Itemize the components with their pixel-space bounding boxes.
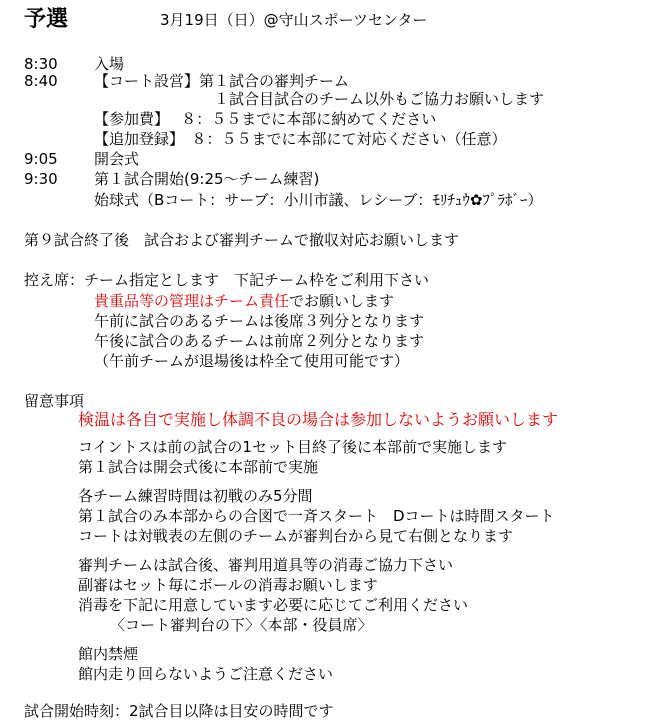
teardown-note: 第９試合終了後 試合および審判チームで撤収対応お願いします [24, 231, 460, 249]
note-line: 〈コート審判台の下〉〈本部・役員席〉 [110, 616, 373, 634]
valuables-suffix: でお願いします [289, 292, 395, 310]
schedule-time: 9:30 [24, 170, 58, 188]
schedule-time: 8:30 [24, 55, 58, 73]
schedule-text: 【コート設営】第１試合の審判チーム [94, 72, 350, 90]
bench-line: 午後に試合のあるチームは前席２列分となります [94, 332, 425, 350]
notes-heading: 留意事項 [24, 392, 85, 410]
schedule-text: 第１試合開始(9:25～チーム練習) [94, 170, 320, 188]
note-line: 消毒を下記に用意しています必要に応じてご利用ください [78, 596, 469, 614]
schedule-time: 8:40 [24, 72, 58, 90]
note-line: 副審はセット毎にボールの消毒お願いします [78, 576, 378, 594]
page-title: 予選 [24, 7, 69, 32]
valuables-note [94, 291, 394, 311]
schedule-text: １試合目試合のチーム以外もご協力お願いします [214, 90, 545, 108]
valuables-warning: 貴重品等の管理はチーム責任 [94, 292, 290, 310]
schedule-text: 開会式 [94, 150, 140, 168]
bench-lead: 控え席：チーム指定とします 下記チーム枠をご利用下さい [24, 271, 430, 289]
schedule-text: 入場 [94, 55, 125, 73]
bench-line: 午前に試合のあるチームは後席３列分となります [94, 312, 425, 330]
note-line: 第１試合は開会式後に本部前で実施 [78, 458, 319, 476]
health-warning: 検温は各自で実施し体調不良の場合は参加しないようお願いします [78, 410, 559, 429]
schedule-text: 【追加登録】 ８：５５までに本部にて対応ください（任意） [94, 130, 507, 148]
note-line: 館内禁煙 [78, 645, 139, 663]
note-line: コイントスは前の試合の1セット目終了後に本部前で実施します [78, 438, 507, 456]
event-date-venue: 3月19日（日）@守山スポーツセンター [160, 11, 428, 29]
schedule-time: 9:05 [24, 150, 58, 168]
schedule-text: 始球式（Bコート：サーブ：小川市議、レシーブ：ﾓﾘﾁｭｳ✿ﾌﾟﾗﾎﾞｰ） [94, 191, 543, 209]
note-line: 第１試合のみ本部からの合図で一斉スタート Dコートは時間スタート [78, 507, 555, 525]
note-line: 各チーム練習時間は初戦のみ5分間 [78, 487, 313, 505]
note-line: 館内走り回らないようご注意ください [78, 665, 334, 683]
note-line: コートは対戦表の左側のチームが審判台から見て右側となります [78, 527, 514, 545]
note-line: 審判チームは試合後、審判用道具等の消毒ご協力下さい [78, 556, 454, 574]
schedule-text: 【参加費】 ８：５５までに本部に納めてください [94, 110, 437, 128]
start-time-note: 試合開始時刻：2試合目以降は目安の時間です [24, 702, 334, 720]
bench-line: （午前チームが退場後は枠全て使用可能です） [94, 352, 410, 370]
